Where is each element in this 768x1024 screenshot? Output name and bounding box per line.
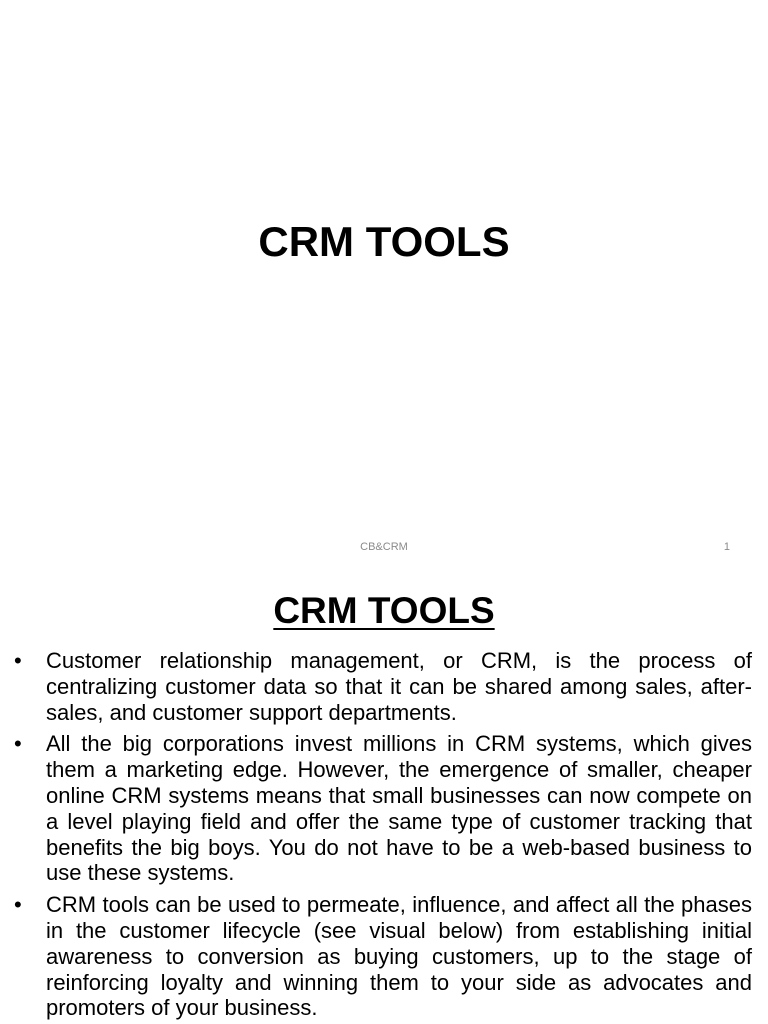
bullet-item	[12, 648, 752, 725]
bullet-item	[12, 892, 752, 1021]
slide-footer: CB&CRM	[360, 541, 408, 553]
bullet-text: All the big corporations invest millions in CRM systems, which gives them a marketing edge. However, the emergence of smaller, cheaper online CRM systems means that small businesses can now compete on a level playing field and offer the same type of customer tracking that benefits the big boys. You do not have to be a web-based business to use these systems.	[46, 731, 752, 886]
bullet-icon: •	[14, 892, 22, 918]
slide-2-title: CRM TOOLS	[273, 590, 495, 631]
bullet-icon: •	[14, 731, 22, 757]
slide-page-number: 1	[723, 541, 730, 553]
bullet-list	[12, 648, 752, 1024]
slide-1-title: CRM TOOLS	[258, 218, 510, 265]
bullet-text: CRM tools can be used to permeate, influence, and affect all the phases in the customer lifecycle (see visual below) from establishing initial awareness to conversion as buying customers, up to the stage of reinforcing loyalty and winning them to your side as advocates and promoters of your business.	[46, 892, 752, 1021]
bullet-item	[12, 731, 752, 886]
bullet-text: Customer relationship management, or CRM, is the process of centralizing customer data so that it can be shared among sales, after-sales, and customer support departments.	[46, 648, 752, 725]
slide-2	[0, 576, 768, 1024]
bullet-icon: •	[14, 648, 22, 673]
